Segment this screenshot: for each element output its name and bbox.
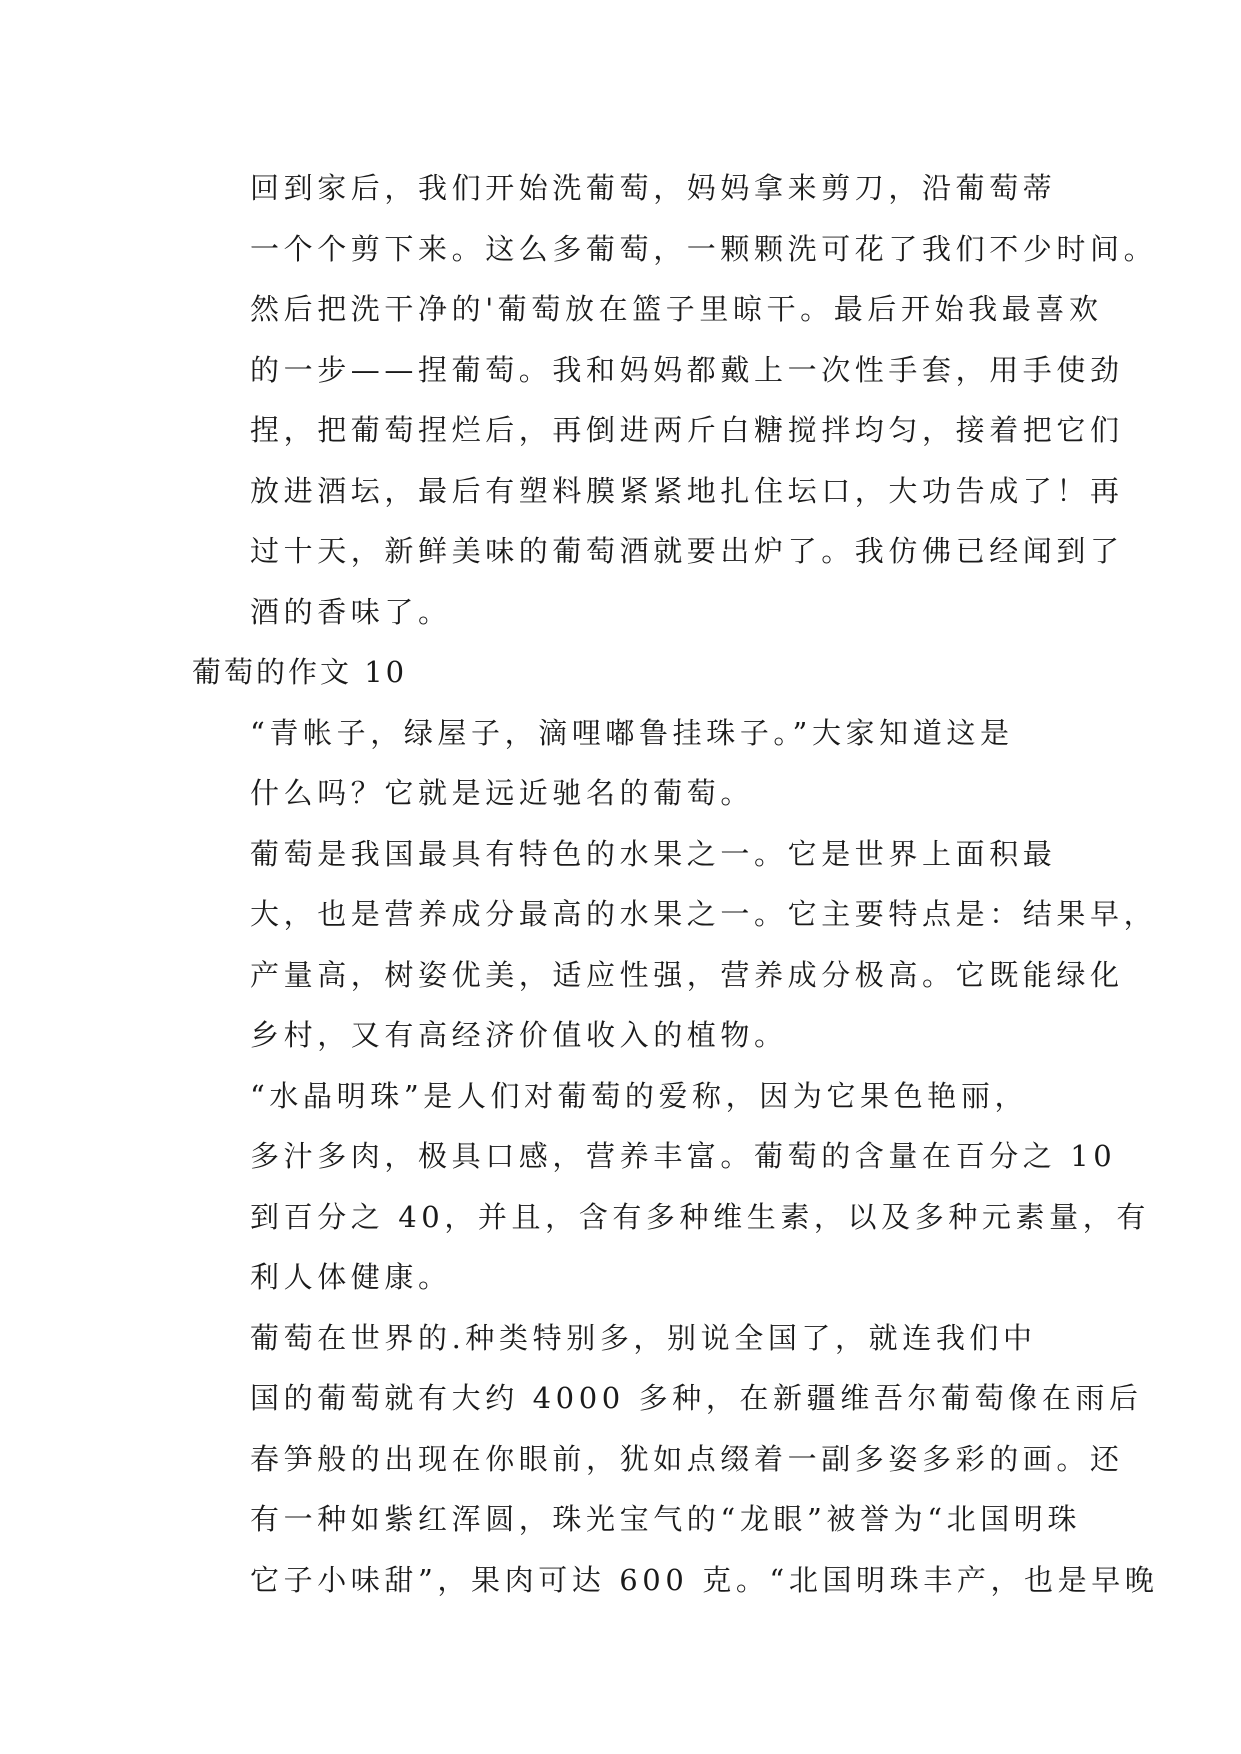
paragraph-making-grape-wine <box>192 158 1158 642</box>
text-line: 国的葡萄就有大约 4000 多种，在新疆维吾尔葡萄像在雨后 <box>250 1381 1143 1415</box>
text-line: “青帐子，绿屋子，滴哩嘟鲁挂珠子。”大家知道这是 <box>250 715 1014 750</box>
essay-heading <box>192 642 1070 703</box>
paragraph-riddle <box>192 703 1070 824</box>
text-line: 有一种如紫红浑圆，珠光宝气的“龙眼”被誉为“北国明珠 <box>250 1502 1082 1536</box>
text-line: 到百分之 40，并且，含有多种维生素，以及多种元素量，有 <box>250 1199 1150 1234</box>
text-line: 然后把洗干净的'葡萄放在篮子里晾干。最后开始我最喜欢 <box>250 292 1103 326</box>
text-line: 过十天，新鲜美味的葡萄酒就要出炉了。我仿佛已经闻到了 <box>250 534 1124 568</box>
text-line: 葡萄在世界的.种类特别多，别说全国了，就连我们中 <box>250 1320 1037 1355</box>
text-line: 春笋般的出现在你眼前，犹如点缀着一副多姿多彩的画。还 <box>250 1441 1124 1476</box>
text-line: 捏，把葡萄捏烂后，再倒进两斤白糖搅拌均匀，接着把它们 <box>250 413 1124 447</box>
text-line: 一个个剪下来。这么多葡萄，一颗颗洗可花了我们不少时间。 <box>250 231 1158 266</box>
paragraph-crystal-pearl <box>192 1066 1150 1308</box>
text-line: 的一步——捏葡萄。我和妈妈都戴上一次性手套，用手使劲 <box>250 352 1124 387</box>
text-line: 放进酒坛，最后有塑料膜紧紧地扎住坛口，大功告成了！再 <box>250 473 1124 508</box>
heading-text: 葡萄的作文 10 <box>192 655 408 689</box>
text-line: 什么吗？它就是远近驰名的葡萄。 <box>250 776 755 810</box>
text-line: 它子小味甜”，果肉可达 600 克。“北国明珠丰产，也是早晚 <box>250 1562 1159 1597</box>
text-line: 葡萄是我国最具有特色的水果之一。它是世界上面积最 <box>250 836 1057 871</box>
text-line: 乡村，又有高经济价值收入的植物。 <box>250 1018 788 1052</box>
document-body <box>192 158 1159 1610</box>
text-line: 产量高，树姿优美，适应性强，营养成分极高。它既能绿化 <box>250 957 1124 992</box>
text-line: “水晶明珠”是人们对葡萄的爱称，因为它果色艳丽， <box>250 1078 1029 1113</box>
paragraph-grape-varieties <box>192 1308 1159 1611</box>
text-line: 大，也是营养成分最高的水果之一。它主要特点是：结果早， <box>250 897 1158 931</box>
text-line: 利人体健康。 <box>250 1260 452 1294</box>
paragraph-grape-features <box>192 824 1158 1066</box>
text-line: 多汁多肉，极具口感，营养丰富。葡萄的含量在百分之 10 <box>250 1139 1117 1173</box>
text-line: 酒的香味了。 <box>250 594 452 629</box>
text-line: 回到家后，我们开始洗葡萄，妈妈拿来剪刀，沿葡萄蒂 <box>250 171 1057 205</box>
